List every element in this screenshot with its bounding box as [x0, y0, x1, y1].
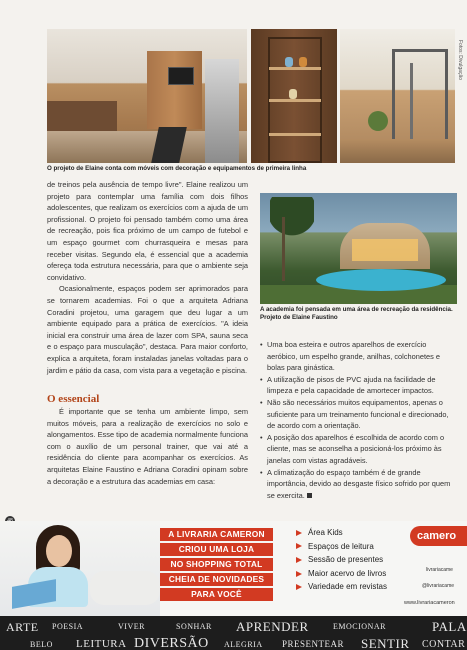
list-item	[260, 339, 457, 374]
ad-headline-line: CHEIA DE NOVIDADES	[160, 573, 273, 586]
list-item-text: A posição dos aparelhos é escolhida de acordo com o cliente, mas se aconselha a posicioná-los próximo às janelas com vistas agradáveis.	[267, 432, 445, 465]
ad-feature	[296, 580, 416, 594]
weight-rack	[392, 49, 448, 141]
band-word: EMOCIONAR	[333, 622, 386, 631]
counter	[47, 101, 117, 131]
band-word: POESIA	[52, 622, 84, 631]
band-word: BELO	[30, 640, 53, 649]
ad-photo-girl-reading	[0, 521, 160, 616]
ad-feature-text: Espaços de leitura	[308, 541, 374, 551]
ad-feature-text: Maior acervo de livros	[308, 568, 387, 578]
arrow-right-icon	[296, 557, 302, 563]
photo-house-pool	[260, 193, 457, 304]
band-word: VIVER	[118, 622, 145, 631]
decor-object	[299, 57, 307, 67]
rack-bar	[410, 63, 413, 141]
band-word: SENTIR	[361, 636, 410, 650]
gym-machine	[205, 59, 239, 163]
arrow-right-icon	[296, 584, 302, 590]
face	[46, 535, 72, 567]
band-word: ALEGRIA	[224, 640, 263, 649]
list-item-text: A utilização de pisos de PVC ajuda na facilidade de limpeza e pela capacidade de amortecer impactos.	[267, 374, 436, 396]
palm-tree	[270, 197, 314, 267]
word-band	[0, 616, 467, 650]
ad-url: www.livrariacameron	[404, 600, 455, 606]
list-item	[260, 432, 457, 467]
photo-caption: O projeto de Elaine conta com móveis com decoração e equipamentos de primeira linha	[47, 165, 307, 172]
list-item-text: Não são necessários muitos equipamentos, apenas o suficiente para um treinamento funcional e direcionado, de acordo com a orientação.	[267, 397, 449, 431]
plant	[368, 111, 388, 131]
photo-home-gym-room	[47, 29, 247, 163]
ad-headline-line: CRIOU UMA LOJA	[160, 543, 273, 556]
pool	[316, 269, 446, 291]
list-item	[260, 397, 457, 432]
decor-object	[289, 89, 297, 99]
band-word: PRESENTEAR	[282, 639, 345, 649]
list-item-text: A climatização do espaço também é de grande importância, devido ao desgaste físico sofrido por quem se exercita.	[267, 467, 451, 500]
article-column-left	[47, 179, 248, 376]
ad-feature-text: Variedade em revistas	[308, 582, 387, 592]
photo-decor-shelf	[251, 29, 337, 163]
advertisement	[0, 521, 467, 616]
ad-feature-text: Área Kids	[308, 528, 343, 537]
band-word: APRENDER	[236, 619, 309, 634]
arrow-right-icon	[296, 530, 302, 536]
shelf-board	[269, 67, 321, 70]
paragraph: É importante que se tenha um ambiente limpo, sem muitos móveis, para a realização de exercícios no solo e alongamentos. Esse tipo de academia normalmente funciona com o auxílio de um personal trainer, que vai até a residência do cliente para acompanhar os exercícios. As arquitetas Elaine Faustino e Adriana Coradini opinam sobre a decoração e a estrutura das academias em casa:	[47, 407, 248, 486]
list-item	[260, 374, 457, 397]
floor	[340, 139, 455, 163]
ad-feature	[296, 567, 416, 581]
band-word: PALA	[432, 619, 467, 634]
ad-headline-line: NO SHOPPING TOTAL	[160, 558, 273, 571]
list-item	[260, 467, 457, 502]
ad-social-handle: @livrariacame	[422, 583, 455, 589]
band-word: LEITURA	[76, 638, 127, 650]
shelf-board	[269, 133, 321, 136]
pillow	[90, 571, 160, 605]
end-of-article-mark	[307, 493, 312, 498]
ad-headline	[160, 528, 273, 606]
photo-caption: A academia foi pensada em uma área de recreação da residência. Projeto de Elaine Faustino	[260, 306, 453, 321]
ad-site: livrariacame	[426, 567, 453, 573]
ad-headline-line: PARA VOCÊ	[160, 588, 273, 601]
ad-feature	[296, 526, 416, 540]
band-word: CONTAR	[422, 639, 466, 650]
palm-trunk	[282, 217, 285, 281]
ad-headline-line: A LIVRARIA CAMERON	[160, 528, 273, 541]
ad-feature-text: Sessão de presentes	[308, 555, 384, 565]
arrow-right-icon	[296, 571, 302, 577]
article-section-text	[47, 406, 248, 487]
decor-object	[285, 57, 293, 67]
wood-panel	[147, 51, 202, 129]
section-heading: O essencial	[47, 393, 100, 405]
tv-screen	[168, 67, 194, 85]
band-word: DIVERSÃO	[134, 636, 209, 650]
arrow-right-icon	[296, 543, 302, 549]
paragraph: Ocasionalmente, espaços podem ser aprimorados para se tornarem academias. Foi o que a arquiteta Adriana Coradini projetou, uma garagem que deu lugar a um ambiente equipado para a prática de exercícios. "A ideia inicial era construir uma área de lazer com SPA, sauna seca e o espaço para musculação", destaca. Para maior conforto, explica a arquiteta, foram instaladas janelas voltadas para o jardim e pátio da casa, com vista para a vegetação e piscina.	[47, 284, 248, 375]
tips-list	[260, 339, 457, 501]
band-word: SONHAR	[176, 622, 212, 631]
lit-windows	[352, 239, 418, 261]
ad-feature	[296, 540, 416, 554]
shelf-board	[269, 99, 321, 102]
ad-feature-list	[296, 526, 416, 594]
band-word: ARTE	[6, 620, 39, 634]
photo-credit: Fotos: Divulgação	[457, 40, 463, 81]
photo-gym-equipment	[340, 29, 455, 163]
paragraph: de treinos pela ausência de tempo livre". Elaine realizou um projeto para contemplar uma família com dois filhos adolescentes, que realizam os exercícios com a ajuda de um profissional. O projeto foi pensado também como uma área de recreação, pois fica próximo de um campo de futebol e um espaço gourmet com churrasqueira e mesas para receber visitas. Segundo ela, é essencial que a academia ofereça toda estrutura necessária, para que o ambiente seja convidativo.	[47, 180, 248, 282]
brand-logo: camero	[410, 526, 467, 546]
list-item-text: Uma boa esteira e outros aparelhos de exercício aeróbico, um espelho grande, anilhas, colchonetes e bolas para ginástica.	[267, 340, 440, 373]
ad-feature	[296, 553, 416, 567]
